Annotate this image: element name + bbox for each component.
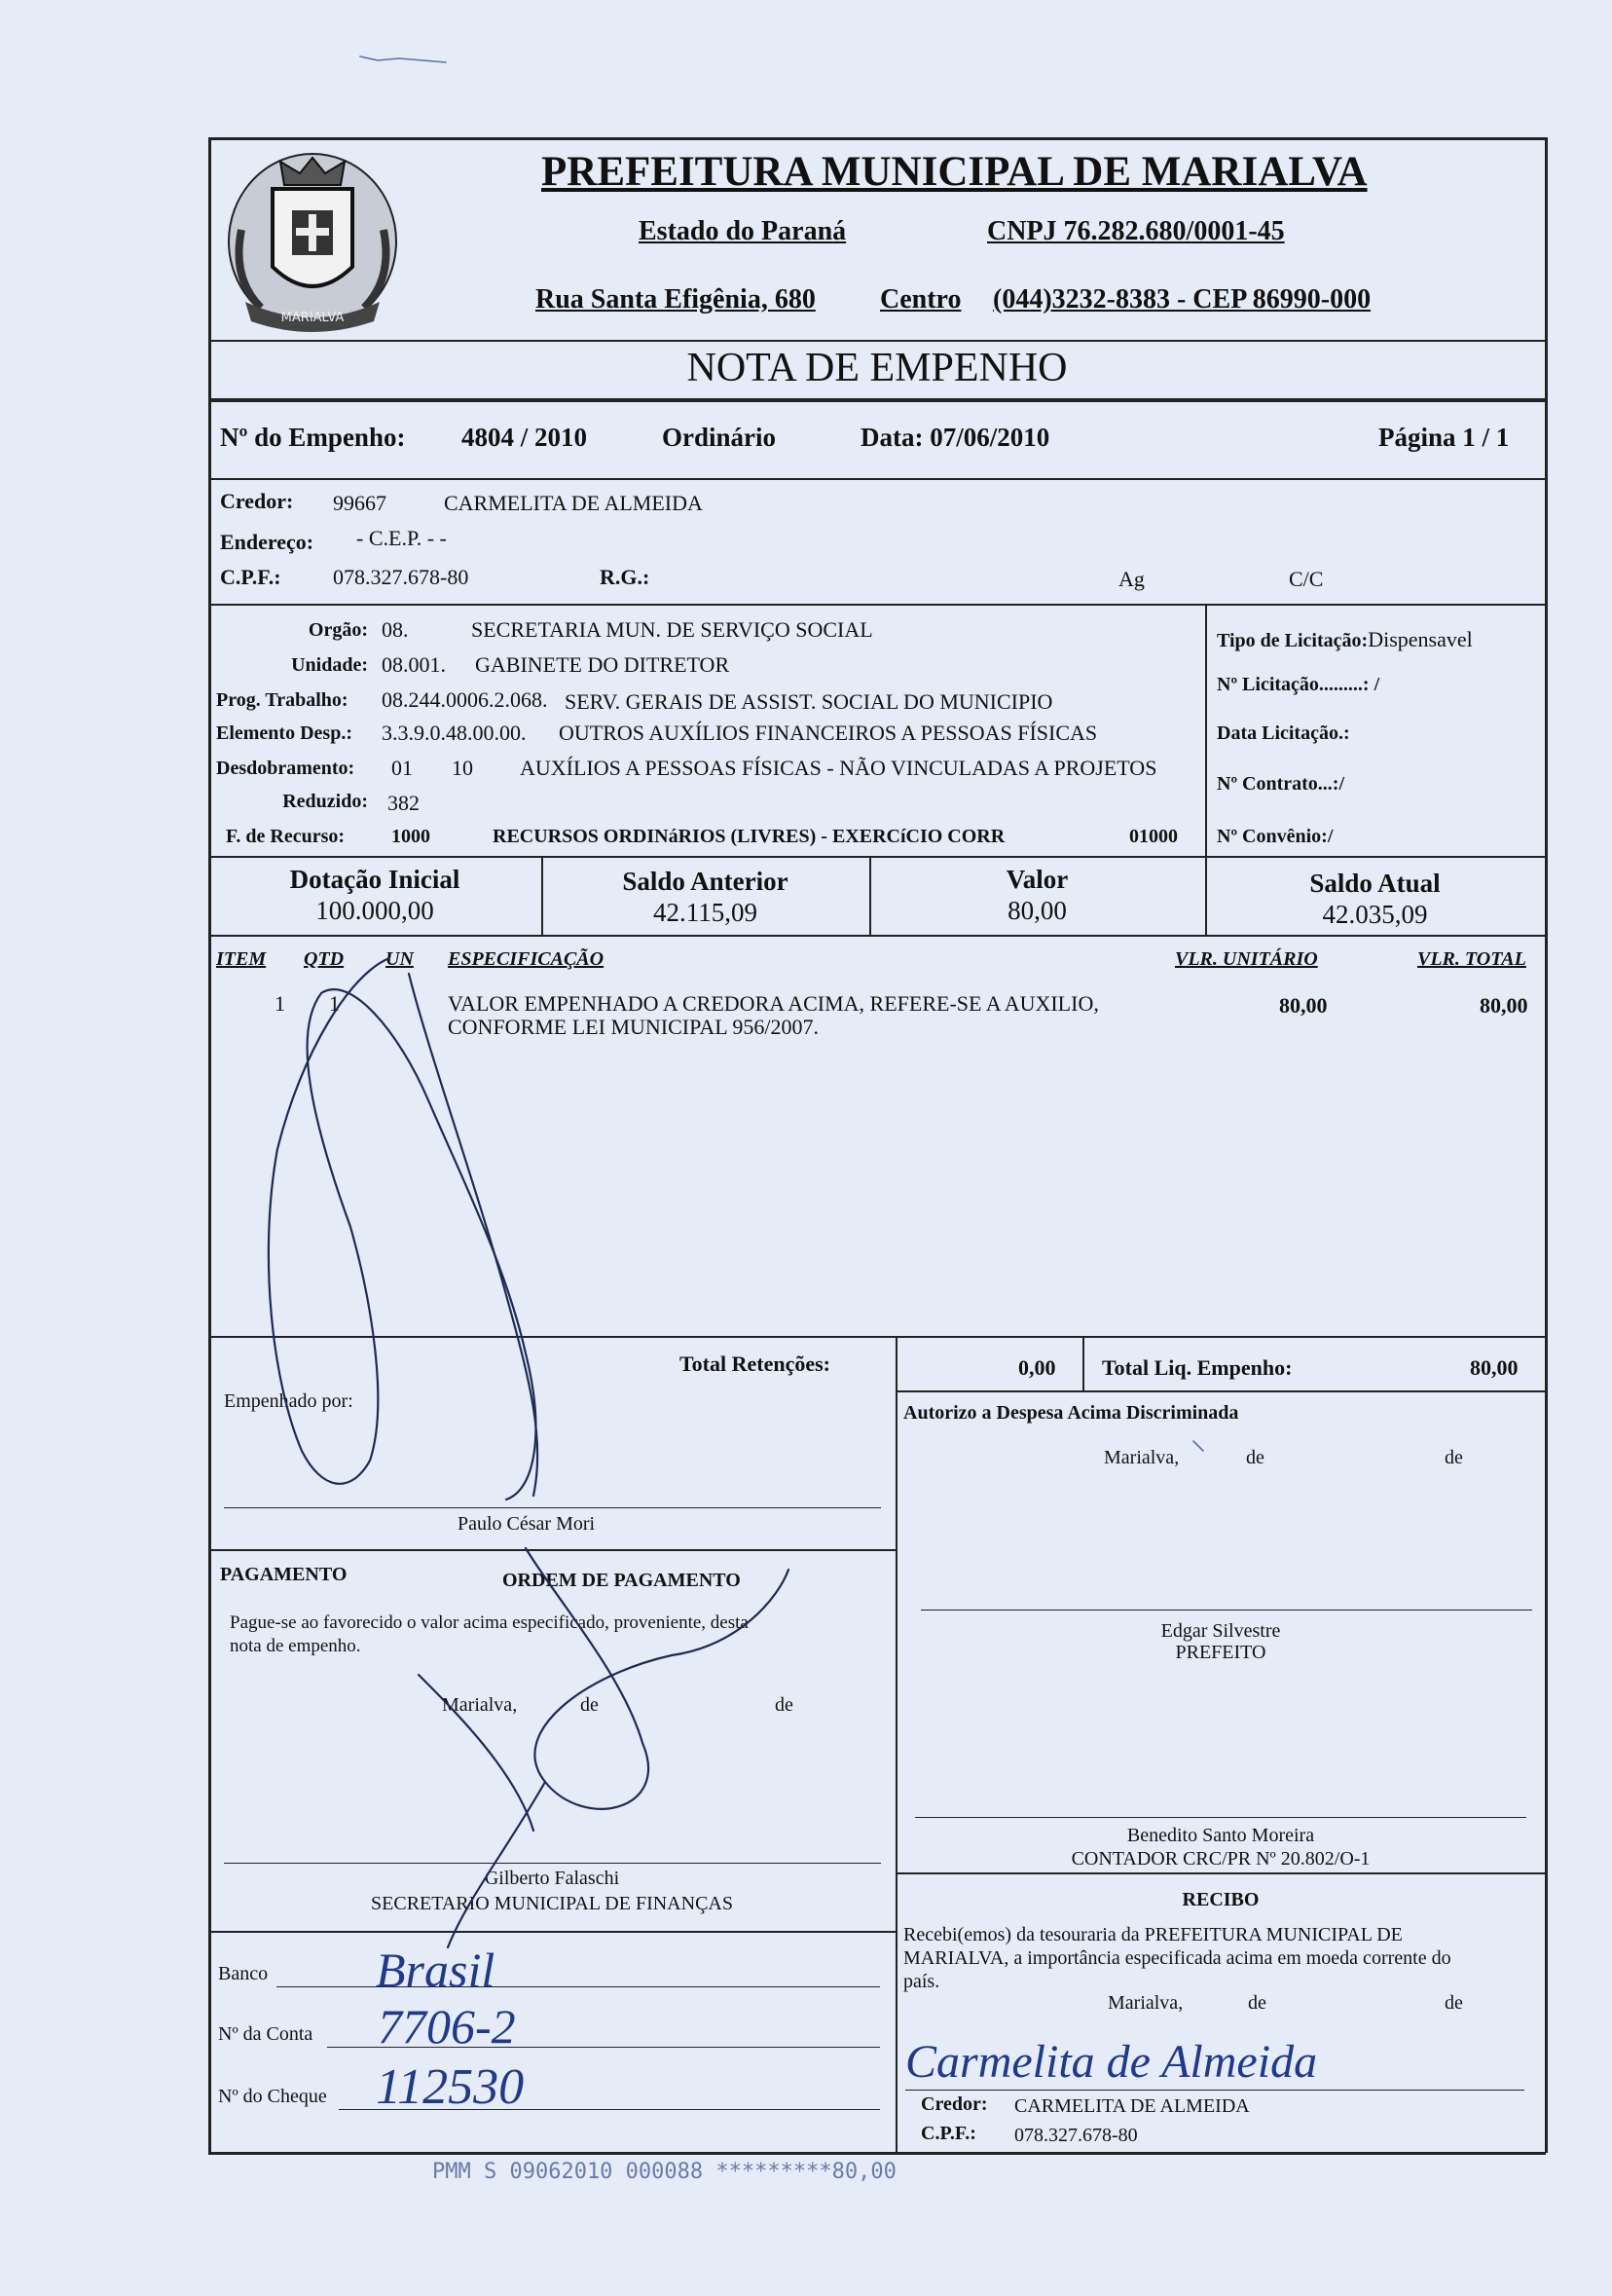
licitacao-tipo-value: Dispensavel — [1368, 627, 1473, 651]
header-title: PREFEITURA MUNICIPAL DE MARIALVA — [541, 149, 1368, 195]
header-address: Rua Santa Efigênia, 680 — [535, 284, 816, 315]
recibo-de-2: de — [1445, 1992, 1463, 2014]
pagamento-de-2: de — [775, 1694, 793, 1716]
cheque-handwritten-value: 112530 — [376, 2059, 525, 2115]
col-qtd: QTD — [304, 948, 345, 970]
retencoes-label: Total Retenções: — [679, 1352, 830, 1376]
liquido-value: 80,00 — [1470, 1355, 1519, 1380]
pagamento-local: Marialva, — [442, 1694, 518, 1716]
autorizo-de-1: de — [1246, 1447, 1264, 1468]
empenhado-name: Paulo César Mori — [458, 1513, 596, 1535]
col-vlr-unitario: VLR. UNITÁRIO — [1175, 948, 1318, 970]
recibo-signature: Carmelita de Almeida — [905, 2036, 1318, 2088]
empenhado-label: Empenhado por: — [224, 1390, 353, 1412]
header-district: Centro — [880, 284, 962, 315]
col-un: UN — [385, 948, 414, 970]
fonte-sub: 01000 — [1129, 826, 1178, 847]
liquido-label: Total Liq. Empenho: — [1102, 1355, 1293, 1380]
conta-handwritten-value: 7706-2 — [378, 1999, 516, 2054]
unidade-code: 08.001. — [382, 652, 446, 677]
col-item: ITEM — [216, 948, 267, 970]
recibo-cpf-value: 078.327.678-80 — [1014, 2125, 1138, 2146]
col-especificacao: ESPECIFICAÇÃO — [448, 948, 604, 970]
saldo-anterior-value: 42.115,09 — [653, 898, 757, 927]
elemento-code: 3.3.9.0.48.00.00. — [382, 721, 527, 745]
empenho-date: Data: 07/06/2010 — [861, 423, 1050, 452]
recibo-de-1: de — [1248, 1992, 1266, 2014]
desdobramento-label: Desdobramento: — [216, 758, 355, 779]
reduzido-label: Reduzido: — [282, 791, 368, 812]
secretario-name: Gilberto Falaschi — [484, 1868, 620, 1889]
fonte-desc: RECURSOS ORDINáRIOS (LIVRES) - EXERCíCIO CORR — [493, 826, 1006, 847]
empenho-type: Ordinário — [662, 423, 777, 452]
licitacao-contrato: Nº Contrato...:/ — [1217, 773, 1345, 795]
retencoes-value: 0,00 — [1018, 1355, 1056, 1380]
row-total-value: 80,00 — [1480, 993, 1528, 1018]
credor-code: 99667 — [333, 491, 386, 515]
saldo-anterior-label: Saldo Anterior — [622, 867, 788, 896]
empenho-number: 4804 / 2010 — [461, 423, 588, 452]
page-number: Página 1 / 1 — [1378, 423, 1510, 452]
footer-stamp: PMM S 09062010 000088 *********80,00 — [432, 2160, 897, 2184]
endereco-label: Endereço: — [220, 530, 314, 554]
recibo-credor-label: Credor: — [921, 2093, 988, 2115]
autorizo-local: Marialva, — [1104, 1447, 1180, 1468]
svg-text:MARIALVA: MARIALVA — [280, 311, 345, 325]
row-desc-line1: VALOR EMPENHADO A CREDORA ACIMA, REFERE-SE A AUXILIO, — [448, 991, 1099, 1016]
prog-desc: SERV. GERAIS DE ASSIST. SOCIAL DO MUNICIPIO — [565, 689, 1053, 714]
contador-name: Benedito Santo Moreira — [1126, 1825, 1315, 1846]
unidade-desc: GABINETE DO DITRETOR — [475, 652, 730, 677]
autorizo-de-2: de — [1445, 1447, 1463, 1468]
ordem-pagamento-label: ORDEM DE PAGAMENTO — [502, 1570, 741, 1591]
fonte-label: F. de Recurso: — [226, 826, 346, 847]
licitacao-numero: Nº Licitação.........: / — [1217, 674, 1380, 695]
row-qtd: 1 — [329, 991, 340, 1016]
credor-name: CARMELITA DE ALMEIDA — [444, 491, 703, 515]
fonte-code: 1000 — [391, 826, 430, 847]
elemento-desc: OUTROS AUXÍLIOS FINANCEIROS A PESSOAS FÍSICAS — [559, 721, 1098, 745]
unidade-label: Unidade: — [291, 654, 368, 676]
row-item: 1 — [275, 991, 285, 1016]
secretario-title: SECRETARIO MUNICIPAL DE FINANÇAS — [371, 1893, 733, 1914]
prog-label: Prog. Trabalho: — [216, 689, 348, 711]
credor-label: Credor: — [220, 489, 294, 513]
valor-value: 80,00 — [1008, 896, 1067, 925]
dotacao-value: 100.000,00 — [315, 896, 434, 925]
prefeito-title: PREFEITO — [1175, 1642, 1266, 1663]
licitacao-tipo-text: Tipo de Licitação: — [1217, 630, 1369, 651]
pagamento-label: PAGAMENTO — [220, 1564, 348, 1585]
reduzido-value: 382 — [387, 791, 420, 815]
autorizo-text: Autorizo a Despesa Acima Discriminada — [903, 1402, 1239, 1424]
agency-label: Ag — [1118, 567, 1145, 591]
saldo-atual-label: Saldo Atual — [1309, 869, 1441, 898]
valor-label: Valor — [1006, 865, 1069, 894]
header-phone-cep: (044)3232-8383 - CEP 86990-000 — [993, 284, 1372, 315]
orgao-desc: SECRETARIA MUN. DE SERVIÇO SOCIAL — [471, 617, 873, 642]
pagamento-de-1: de — [580, 1694, 599, 1716]
cpf-label: C.P.F.: — [220, 565, 281, 589]
header-cnpj: CNPJ 76.282.680/0001-45 — [987, 216, 1285, 246]
dotacao-label: Dotação Inicial — [289, 865, 460, 894]
row-unit-value: 80,00 — [1279, 993, 1328, 1018]
recibo-local: Marialva, — [1108, 1992, 1184, 2014]
prog-code: 08.244.0006.2.068. — [382, 687, 548, 712]
desdobramento-code-2: 10 — [452, 756, 473, 780]
saldo-atual-value: 42.035,09 — [1322, 900, 1428, 929]
header-state: Estado do Paraná — [639, 216, 847, 246]
conta-label: Nº da Conta — [218, 2023, 313, 2045]
orgao-label: Orgão: — [308, 619, 368, 641]
recibo-title: RECIBO — [1182, 1889, 1260, 1910]
endereco-value: - C.E.P. - - — [356, 526, 447, 550]
empenho-label: Nº do Empenho: — [220, 423, 406, 452]
elemento-label: Elemento Desp.: — [216, 722, 352, 744]
recibo-text-2: MARIALVA, a importância especificada acima em moeda corrente do — [903, 1947, 1451, 1969]
rg-label: R.G.: — [600, 565, 650, 589]
document-title: NOTA DE EMPENHO — [686, 346, 1068, 390]
prefeito-name: Edgar Silvestre — [1160, 1620, 1281, 1642]
desdobramento-desc: AUXÍLIOS A PESSOAS FÍSICAS - NÃO VINCULADAS A PROJETOS — [520, 756, 1157, 780]
recibo-text-3: país. — [903, 1971, 940, 1992]
cheque-label: Nº do Cheque — [218, 2086, 327, 2107]
recibo-text-1: Recebi(emos) da tesouraria da PREFEITURA MUNICIPAL DE — [903, 1924, 1403, 1945]
account-label: C/C — [1289, 567, 1324, 591]
recibo-cpf-label: C.P.F.: — [921, 2123, 976, 2144]
orgao-code: 08. — [382, 617, 409, 642]
desdobramento-code-1: 01 — [391, 756, 413, 780]
banco-label: Banco — [218, 1963, 269, 1984]
contador-title: CONTADOR CRC/PR Nº 20.802/O-1 — [1071, 1848, 1371, 1870]
cpf-value: 078.327.678-80 — [333, 565, 469, 589]
recibo-credor-value: CARMELITA DE ALMEIDA — [1014, 2095, 1250, 2117]
licitacao-convenio: Nº Convênio:/ — [1217, 826, 1334, 847]
pagamento-text-1: Pague-se ao favorecido o valor acima especificado, proveniente, desta — [230, 1612, 749, 1633]
col-vlr-total: VLR. TOTAL — [1417, 948, 1526, 970]
pagamento-text-2: nota de empenho. — [230, 1636, 361, 1656]
licitacao-data: Data Licitação.: — [1217, 722, 1350, 744]
row-desc-line2: CONFORME LEI MUNICIPAL 956/2007. — [448, 1015, 819, 1039]
banco-handwritten-value: Brasil — [376, 1943, 495, 1997]
